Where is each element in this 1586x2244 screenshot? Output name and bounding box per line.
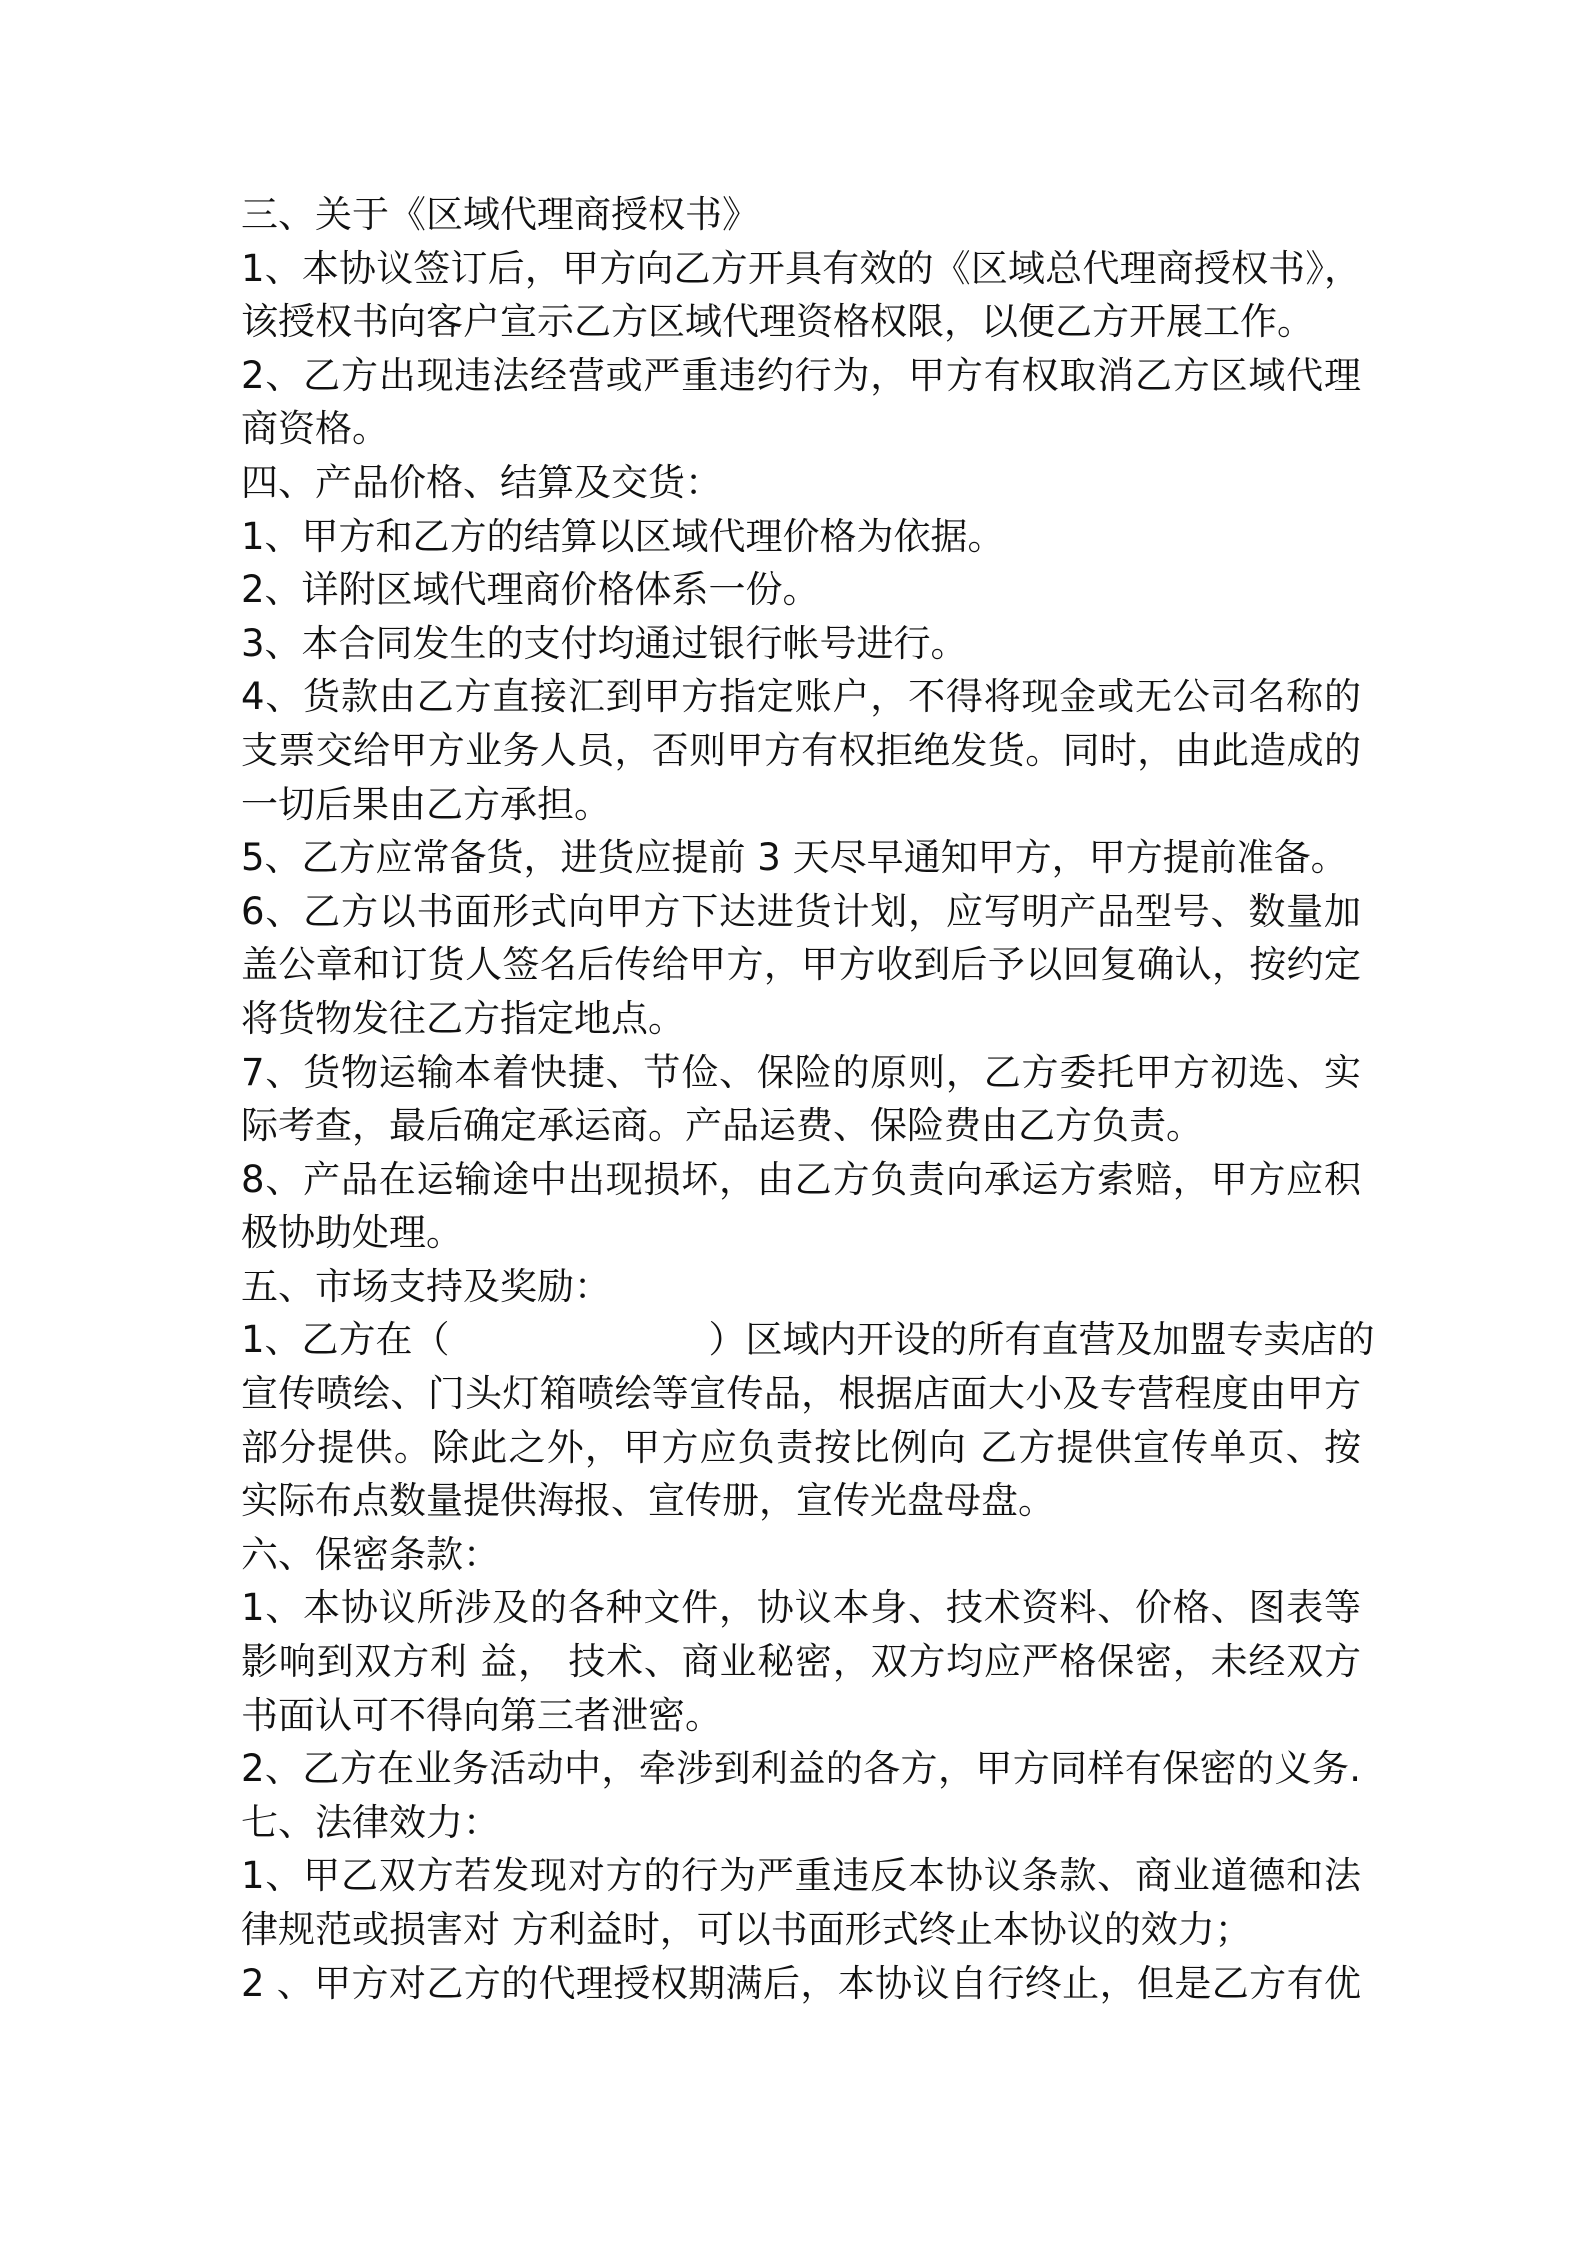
paragraph-line: 3、本合同发生的支付均通过银行帐号进行。 [241, 621, 968, 665]
paragraph-line: 该授权书向客户宣示乙方区域代理资格权限，以便乙方开展工作。 [241, 300, 1314, 344]
paragraph-line: 律规范或损害对 方利益时，可以书面形式终止本协议的效力； [241, 1908, 1252, 1951]
paragraph-line: 支票交给甲方业务人员，否则甲方有权拒绝发货。同时，由此造成的 [241, 728, 1361, 772]
paragraph-line: 2、乙方在业务活动中，牵涉到利益的各方，甲方同样有保密的义务. [241, 1747, 1361, 1791]
paragraph-line: 将货物发往乙方指定地点。 [241, 996, 685, 1040]
paragraph-line: 商资格。 [241, 407, 389, 451]
section-heading-5: 五、市场支持及奖励： [241, 1264, 611, 1308]
paragraph-line: 7、货物运输本着快捷、节俭、保险的原则，乙方委托甲方初选、实 [241, 1050, 1361, 1094]
paragraph-line: 影响到双方利 益， 技术、商业秘密，双方均应严格保密，未经双方 [241, 1640, 1361, 1684]
paragraph-line: 8、产品在运输途中出现损坏，由乙方负责向承运方索赔，甲方应积 [241, 1157, 1361, 1201]
paragraph-line: 2、乙方出现违法经营或严重违约行为，甲方有权取消乙方区域代理 [241, 353, 1361, 397]
paragraph-line: 5、乙方应常备货，进货应提前 3 天尽早通知甲方，甲方提前准备。 [241, 836, 1348, 880]
paragraph-line: 1、本协议签订后，甲方向乙方开具有效的《区域总代理商授权书》， [241, 246, 1361, 290]
paragraph-line: 实际布点数量提供海报、宣传册，宣传光盘母盘。 [241, 1479, 1055, 1523]
paragraph-line: 宣传喷绘、门头灯箱喷绘等宣传品，根据店面大小及专营程度由甲方 [241, 1372, 1361, 1416]
paragraph-line: 1、甲乙双方若发现对方的行为严重违反本协议条款、商业道德和法 [241, 1854, 1361, 1898]
paragraph-line: 盖公章和订货人签名后传给甲方，甲方收到后予以回复确认，按约定 [241, 943, 1361, 987]
paragraph-line: 2 、甲方对乙方的代理授权期满后，本协议自行终止，但是乙方有优 [241, 1961, 1361, 2005]
paragraph-line: 1、甲方和乙方的结算以区域代理价格为依据。 [241, 514, 1005, 558]
section-heading-3: 三、关于《区域代理商授权书》 [241, 193, 759, 236]
section-heading-7: 七、法律效力： [241, 1800, 500, 1844]
paragraph-line: 书面认可不得向第三者泄密。 [241, 1693, 722, 1737]
paragraph-line: 2、详附区域代理商价格体系一份。 [241, 568, 820, 612]
paragraph-line: 极协助处理。 [241, 1211, 463, 1255]
paragraph-line: 际考查，最后确定承运商。产品运费、保险费由乙方负责。 [241, 1104, 1203, 1148]
document-body [241, 188, 1375, 2010]
paragraph-line: 6、乙方以书面形式向甲方下达进货计划，应写明产品型号、数量加 [241, 889, 1361, 933]
section-heading-6: 六、保密条款： [241, 1532, 500, 1576]
paragraph-line: 部分提供。除此之外，甲方应负责按比例向 乙方提供宣传单页、按 [241, 1425, 1361, 1469]
paragraph-line: 一切后果由乙方承担。 [241, 782, 611, 826]
section-heading-4: 四、产品价格、结算及交货： [241, 460, 722, 504]
paragraph-line: 1、乙方在（ ）区域内开设的所有直营及加盟专卖店的 [241, 1318, 1375, 1362]
paragraph-line: 4、货款由乙方直接汇到甲方指定账户，不得将现金或无公司名称的 [241, 675, 1361, 719]
paragraph-line: 1、本协议所涉及的各种文件，协议本身、技术资料、价格、图表等 [241, 1586, 1361, 1630]
